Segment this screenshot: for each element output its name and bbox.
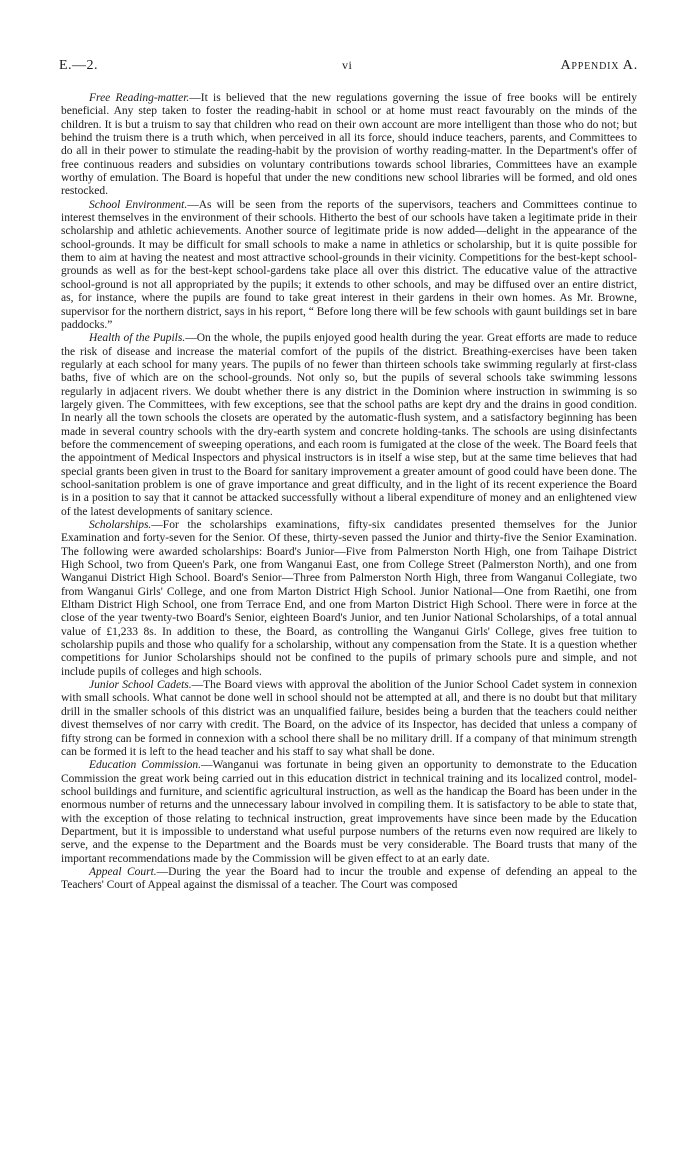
document-reference: E.—2. [59,58,99,73]
paragraph-text: —As will be seen from the reports of the supervisors, teachers and Committees continue to interest themselves in the environment of their schools. Hitherto the best of our schools have taken a legitimate pride in their scholarship and athletic achievements. Another source of legitimate pride is now added—delight in the appearance of the school-grounds. It may be difficult for small schools to make a name in athletics or scholarship, but it is quite possible for them to aim at having the neatest and most attractive school-grounds in their vicinity. Competitions for the best-kept school-grounds as well as for the best-kept school-gardens take place all over this district. The educative value of the attractive school-ground is not all appropriated by the pupils; it extends to other schools, and may be diffused over an entire district, as, for instance, where the pupils are found to take great interest in their gardens in their own homes. As Mr. Browne, supervisor for the northern district, says in his report, “ Before long there will be few schools with gaunt buildings set in bare paddocks.” [61,198,637,331]
paragraph-heading: Scholarships. [89,519,152,531]
paragraph-text: —On the whole, the pupils enjoyed good health during the year. Great efforts are made to reduce the risk of disease and increase the material comfort of the pupils of the district. Breathing-exercises have been taken regularly at each school for many years. The pupils of no fewer than thirteen schools take swimming regularly at first-class baths, five of which are on the school-grounds. Not only so, but the pupils of several schools take swimming lessons regularly in adjacent rivers. We doubt whether there is any district in the Dominion where instruction in swimming is so largely given. The Committees, with few exceptions, see that the school paths are kept dry and the drains in good condition. In nearly all the town schools the closets are operated by the automatic-flush system, and a satisfactory beginning has been made in several country schools with the dry-earth system and concrete holding-tanks. The schools are using disinfectants before the commencement of sweeping operations, and each room is fumigated at the close of the week. The Board feels that the appointment of Medical Inspectors and physical instructors is in itself a wise step, but at the same time believes that had special grants been given in trust to the Board for sanitary improvement a greater amount of good could have been done. The school-sanitation problem is one of grave importance and great difficulty, and in the light of its recent experience the Board is in a position to say that it cannot be attacked successfully without a liberal expenditure of money and an enlightened view of the latest developments of sanitary science. [61,332,637,518]
paragraph-heading: Education Commission. [89,759,201,772]
paragraph-health-of-pupils [61,332,637,519]
paragraph-scholarships [61,519,637,679]
page-number: vi [342,58,353,72]
paragraph-heading: Appeal Court. [89,865,157,878]
paragraph-heading: School Environment. [89,198,188,211]
paragraph-education-commission [61,759,637,866]
appendix-label: Appendix A. [560,58,638,73]
paragraph-heading: Junior School Cadets. [89,679,192,692]
body-text [61,92,637,893]
paragraph-school-environment [61,199,637,332]
page-header [59,58,638,78]
paragraph-heading: Free Reading-matter. [89,92,190,104]
paragraph-heading: Health of the Pupils. [89,332,186,345]
paragraph-text: —For the scholarships examinations, fifty-six candidates presented themselves for the Junior Examination and forty-seven for the Senior. Of these, thirty-seven passed the Junior and thirty-five the Senior Examination. The following were awarded scholarships: Board's Junior—Five from Palmerston North High, one from Taihape District High School, two from Queen's Park, one from Wanganui East, one from College Street (Palmerston North), and one from Wanganui District High School. Board's Senior—Three from Palmerston North High, three from Wanganui Collegiate, two from Wanganui Girls' College, and one from Marton District High School. Junior National—One from Raetihi, one from Eltham District High School, one from Terrace End, and one from Marton District High School. There were in force at the close of the year twenty-two Board's Senior, eighteen Board's Junior, and ten Junior National Scholarships, of a total annual value of £1,233 8s. In addition to these, the Board, as controlling the Wanganui Girls' College, gives free tuition to scholarship pupils and those who qualify for a scholarship, without any compensation from the State. It is a question whether competitions for Junior Scholarships should not be confined to the pupils of primary schools pure and simple, and not include pupils of colleges and high schools. [61,519,637,678]
paragraph-text: —It is believed that the new regulations governing the issue of free books will be entirely beneficial. Any step taken to foster the reading-habit in school or at home must react favourably on the minds of the children. It is but a truism to say that children who read on their own account are more intelligent than those who do not; but behind the truism there is a truth which, when perceived in all its force, should induce teachers, parents, and Committees to do all in their power to stimulate the reading-habit by the provision of worthy reading-matter. In the Department's offer of free continuous readers and subsidies on voluntary contributions towards school libraries, Committees have an example worthy of emulation. The Board is hopeful that under the new conditions new school libraries will be formed, and old ones restocked. [61,92,637,198]
paragraph-junior-school-cadets [61,679,637,759]
paragraph-free-reading-matter [61,92,637,199]
paragraph-appeal-court [61,866,637,893]
paragraph-text: —The Board views with approval the abolition of the Junior School Cadet system in connexion with small schools. What cannot be done well in school should not be attempted at all, and there is no doubt but that military drill in the smaller schools of this district was an unqualified failure, besides being a burden that the teachers could neither divest themselves of nor carry with credit. The Board, on the advice of its Inspector, has decided that unless a company of fifty strong can be formed in connexion with a school there shall be no military drill. If a company of that minimum strength can be formed it is left to the head teacher and his staff to say what shall be done. [61,679,637,758]
paragraph-text: —During the year the Board had to incur the trouble and expense of defending an appeal to the Teachers' Court of Appeal against the dismissal of a teacher. The Court was composed [61,865,637,892]
paragraph-text: —Wanganui was fortunate in being given an opportunity to demonstrate to the Education Commission the great work being carried out in this education district in technical training and its localized control, model-school buildings and furniture, and scientific agricultural instruction, as well as the handicap the Board has been under in the enormous number of returns and the unnecessary labour involved in compiling them. It is satisfactory to be able to state that, with the exception of those relating to technical instruction, great improvements have since been made by the Education Department, but it is impossible to understand what useful purpose numbers of the returns even now required are likely to serve, and the expense to the Department and the Boards must be very considerable. The Board trusts that many of the important recommendations made by the Commission will be given effect to at an early date. [61,759,638,865]
